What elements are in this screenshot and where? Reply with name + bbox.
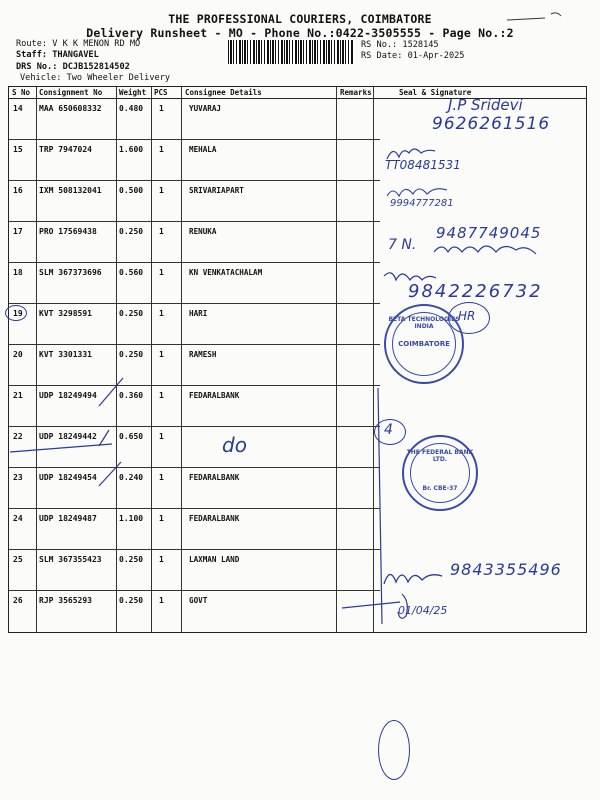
table-row	[9, 181, 586, 222]
signature-14-name: J.P Sridevi	[448, 96, 523, 114]
cell-consignee: RENUKA	[189, 227, 217, 236]
cell-consignment: UDP 18249494	[39, 391, 97, 400]
cell-sno: 20	[13, 350, 23, 359]
cell-weight: 0.250	[119, 309, 144, 318]
cell-consignment: KVT 3301331	[39, 350, 92, 359]
col-sno: S No	[12, 88, 31, 97]
cell-pcs: 1	[159, 145, 164, 154]
cell-weight: 0.480	[119, 104, 144, 113]
federal-stamp-branch: Br. CBE-37	[422, 485, 458, 492]
cell-weight: 0.360	[119, 391, 144, 400]
cell-sno: 23	[13, 473, 23, 482]
table-row	[9, 140, 586, 181]
cell-consignee: SRIVARIAPART	[189, 186, 244, 195]
cell-weight: 0.250	[119, 596, 144, 605]
cell-consignee: HARI	[189, 309, 208, 318]
cell-consignment: RJP 3565293	[39, 596, 92, 605]
cell-weight: 1.600	[119, 145, 144, 154]
cell-consignee: RAMESH	[189, 350, 217, 359]
federal-stamp-name: THE FEDERAL BANK LTD.	[406, 449, 474, 463]
consignment-tick-marks	[95, 370, 145, 500]
sno-19-circle	[5, 305, 27, 321]
cell-pcs: 1	[159, 514, 164, 523]
cell-sno: 15	[13, 145, 23, 154]
beta-stamp-company: BETA TECHNOLOGIES INDIA	[388, 316, 460, 330]
rs-number: RS No.: 1528145	[361, 40, 439, 50]
cell-sno: 25	[13, 555, 23, 564]
runsheet-table	[8, 86, 587, 633]
cell-consignment: MAA 650608332	[39, 104, 102, 113]
signature-15-code: TT08481531	[385, 158, 461, 172]
cell-consignment: SLM 367373696	[39, 268, 102, 277]
cell-weight: 0.250	[119, 555, 144, 564]
cell-sno: 24	[13, 514, 23, 523]
route-label: Route: V K K MENON RD MO	[16, 39, 141, 49]
table-row	[9, 304, 586, 345]
cell-weight: 0.560	[119, 268, 144, 277]
cell-weight: 0.250	[119, 227, 144, 236]
cell-consignment: UDP 18249454	[39, 473, 97, 482]
table-row	[9, 509, 586, 550]
table-row	[9, 591, 586, 632]
cell-consignment: SLM 367355423	[39, 555, 102, 564]
signature-17-name: 7 N.	[388, 237, 417, 253]
cell-sno: 19	[13, 309, 23, 318]
staff-label: Staff: THANGAVEL	[16, 50, 99, 60]
beta-technologies-stamp	[384, 304, 464, 384]
cell-sno: 14	[13, 104, 23, 113]
cell-pcs: 1	[159, 186, 164, 195]
signature-14-phone: 9626261516	[432, 114, 551, 134]
cell-consignment: UDP 18249487	[39, 514, 97, 523]
cell-pcs: 1	[159, 432, 164, 441]
cell-weight: 0.500	[119, 186, 144, 195]
cell-sno: 16	[13, 186, 23, 195]
federal-bank-stamp	[402, 435, 478, 511]
beta-stamp-city: COIMBATORE	[398, 340, 450, 348]
cell-pcs: 1	[159, 104, 164, 113]
cell-pcs: 1	[159, 268, 164, 277]
rs-date: RS Date: 01-Apr-2025	[361, 51, 465, 61]
signature-17-scribble	[432, 238, 542, 262]
row-22-strike	[8, 438, 118, 458]
signature-18-phone: 9842226732	[408, 281, 543, 302]
col-consignment: Consignment No	[39, 88, 103, 97]
cell-pcs: 1	[159, 309, 164, 318]
drs-number: DRS No.: DCJB152814502	[16, 62, 130, 72]
bottom-pen-loop	[378, 720, 410, 780]
col-remarks: Remarks	[340, 88, 372, 97]
barcode	[228, 40, 354, 64]
cell-sno: 18	[13, 268, 23, 277]
cell-consignee: MEHALA	[189, 145, 217, 154]
runsheet-title: Delivery Runsheet - MO - Phone No.:0422-3505555 - Page No.:2	[86, 26, 514, 40]
remark-22-ditto: do	[222, 433, 247, 457]
cell-consignee: LAXMAN LAND	[189, 555, 240, 564]
cell-consignee: GOVT	[189, 596, 208, 605]
cell-sno: 26	[13, 596, 23, 605]
cell-pcs: 1	[159, 391, 164, 400]
cell-consignee: FEDARALBANK	[189, 391, 240, 400]
signature-16-phone: 9994777281	[390, 198, 454, 209]
cell-weight: 0.650	[119, 432, 144, 441]
col-weight: Weight	[119, 88, 147, 97]
remark-22-count: 4	[384, 422, 393, 438]
col-seal-signature: Seal & Signature	[399, 88, 472, 97]
cell-sno: 22	[13, 432, 23, 441]
cell-pcs: 1	[159, 227, 164, 236]
cell-consignment: KVT 3298591	[39, 309, 92, 318]
signature-26-date: 01/04/25	[398, 604, 448, 617]
cell-sno: 17	[13, 227, 23, 236]
cell-consignee: FEDARALBANK	[189, 473, 240, 482]
vehicle-label: Vehicle: Two Wheeler Delivery	[20, 73, 171, 83]
cell-consignment: IXM 508132041	[39, 186, 102, 195]
company-title: THE PROFESSIONAL COURIERS, COIMBATORE	[168, 12, 432, 26]
col-consignee: Consignee Details	[185, 88, 262, 97]
cell-pcs: 1	[159, 596, 164, 605]
cell-consignee: KN VENKATACHALAM	[189, 268, 263, 277]
signature-25-phone: 9843355496	[450, 560, 562, 579]
cell-pcs: 1	[159, 350, 164, 359]
cell-consignment: TRP 7947024	[39, 145, 92, 154]
cell-sno: 21	[13, 391, 23, 400]
cell-pcs: 1	[159, 473, 164, 482]
cell-weight: 1.100	[119, 514, 144, 523]
cell-weight: 0.250	[119, 350, 144, 359]
cell-consignee: FEDARALBANK	[189, 514, 240, 523]
top-pen-scribble	[505, 8, 565, 28]
signature-17-phone: 9487749045	[436, 224, 542, 242]
signature-19-initials: HR	[458, 309, 476, 323]
cell-consignment: UDP 18249442	[39, 432, 97, 441]
cell-pcs: 1	[159, 555, 164, 564]
col-pcs: PCS	[154, 88, 168, 97]
cell-weight: 0.240	[119, 473, 144, 482]
cell-consignee: YUVARAJ	[189, 104, 222, 113]
cell-consignment: PRO 17569438	[39, 227, 97, 236]
